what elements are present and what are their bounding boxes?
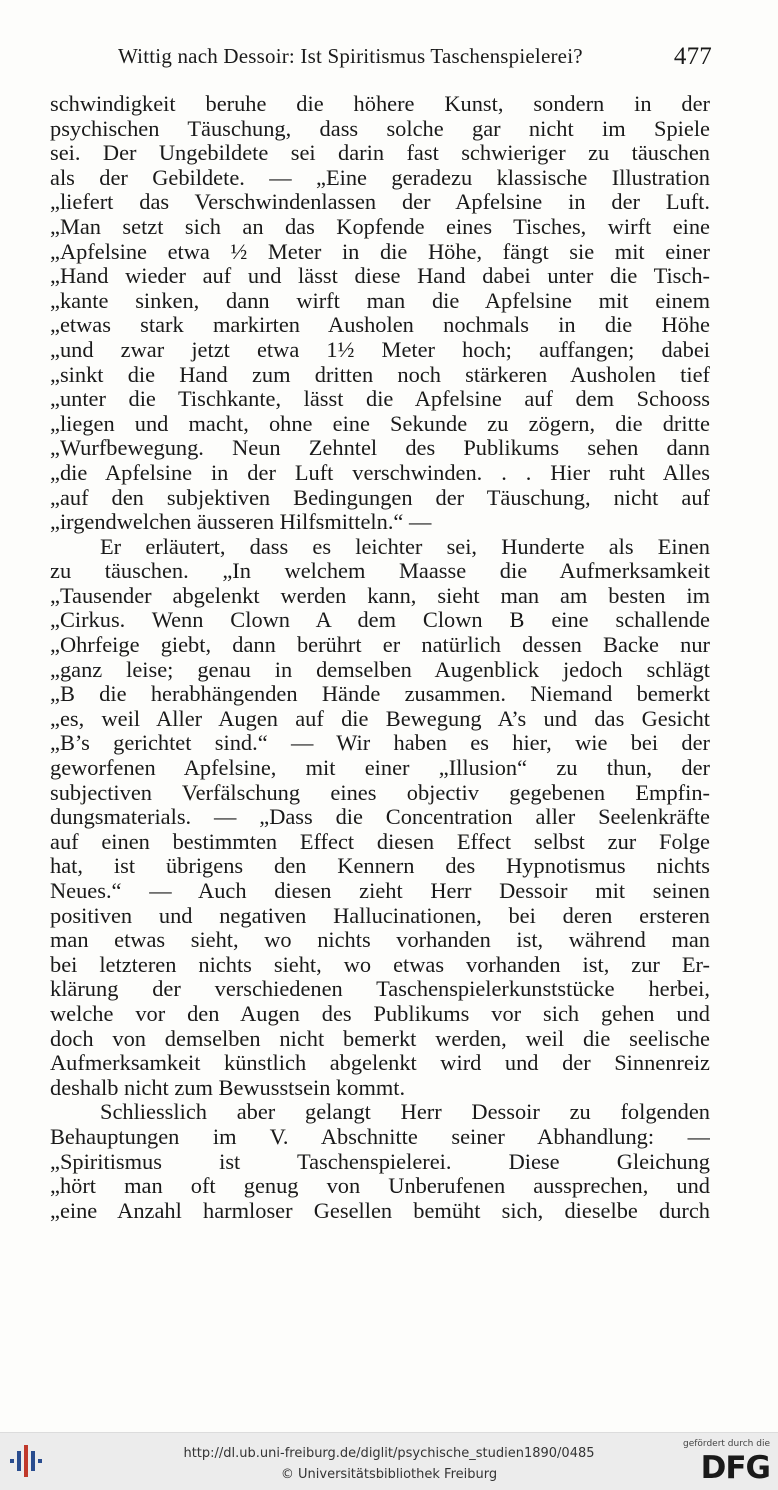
text-line: „Ohrfeige giebt, dann berührt er natürlich dessen Backe nur [50,633,710,658]
text-line: „Wurfbewegung. Neun Zehntel des Publikums sehen dann [50,436,710,461]
viewer-footer [0,1432,778,1490]
text-line: deshalb nicht zum Bewusstsein kommt. [50,1075,406,1100]
text-line: „liegen und macht, ohne eine Sekunde zu zögern, die dritte [50,411,710,436]
text-line: Neues.“ — Auch diesen zieht Herr Dessoir mit seinen [50,879,710,903]
text-line: „es, weil Aller Augen auf die Bewegung A’s und das Gesicht [50,706,710,731]
text-line: „Man setzt sich an das Kopfende eines Tisches, wirft eine [50,214,710,239]
running-head [118,44,712,74]
text-line: „Cirkus. Wenn Clown A dem Clown B eine schallende [50,608,710,633]
text-line: „die Apfelsine in der Luft verschwinden. . . Hier ruht Alles [50,460,710,485]
text-line: schwindigkeit beruhe die höhere Kunst, sondern in der [50,92,710,116]
permalink-url[interactable]: http://dl.ub.uni-freiburg.de/diglit/psychische_studien1890/0485 [183,1446,595,1461]
text-line: „sinkt die Hand zum dritten noch stärkeren Ausholen tief [50,362,710,387]
text-line: hat, ist übrigens den Kennern des Hypnotismus nichts [50,854,710,879]
text-line: „irgendwelchen äusseren Hilfsmitteln.“ — [50,510,432,535]
text-line: „Apfelsine etwa ½ Meter in die Höhe, fängt sie mit einer [50,239,710,264]
text-line: auf einen bestimmten Effect diesen Effect selbst zur Folge [50,829,710,854]
text-line: dungsmaterials. — „Dass die Concentration aller Seelenkräfte [50,805,710,830]
text-line: Schliesslich aber gelangt Herr Dessoir zu folgenden [100,1100,710,1125]
text-line: „B die herabhängenden Hände zusammen. Niemand bemerkt [50,682,710,707]
text-line: doch von demselben nicht bemerkt werden, weil die seelische [50,1026,710,1051]
text-line: zu täuschen. „In welchem Maasse die Aufmerksamkeit [50,559,710,584]
text-line: psychischen Täuschung, dass solche gar nicht im Spiele [50,116,710,141]
text-line: subjectiven Verfälschung eines objectiv gegebenen Empfin- [50,780,710,805]
text-line: „Spiritismus ist Taschenspielerei. Diese Gleichung [50,1149,710,1174]
text-line: „hört man oft genug von Unberufenen aussprechen, und [50,1174,710,1199]
copyright-notice: © Universitätsbibliothek Freiburg [280,1467,498,1482]
text-line: Aufmerksamkeit künstlich abgelenkt wird und der Sinnenreiz [50,1051,710,1076]
text-line: man etwas sieht, wo nichts vorhanden ist, während man [50,928,710,953]
text-line: „eine Anzahl harmloser Gesellen bemüht sich, dieselbe durch [50,1198,710,1223]
text-line: welche vor den Augen des Publikums vor sich gehen und [50,1001,710,1026]
text-line: „etwas stark markirten Ausholen nochmals in die Höhe [50,313,710,338]
text-line: „Hand wieder auf und lässt diese Hand dabei unter die Tisch- [50,264,710,289]
text-line: „Tausender abgelenkt werden kann, sieht man am besten im [50,583,710,608]
text-line: Er erläutert, dass es leichter sei, Hunderte als Einen [100,534,710,559]
dfg-funding-label: gefördert durch die [683,1439,770,1449]
text-line: „B’s gerichtet sind.“ — Wir haben es hier, wie bei der [50,731,710,756]
text-line: positiven und negativen Hallucinationen, bei deren ersteren [50,903,710,928]
text-line: „liefert das Verschwindenlassen der Apfelsine in der Luft. [50,190,710,215]
text-line: geworfenen Apfelsine, mit einer „Illusion“ zu thun, der [50,756,710,781]
body-text [50,92,710,1223]
dfg-wordmark: DFG [700,1450,770,1486]
text-line: „unter die Tischkante, lässt die Apfelsine auf dem Schooss [50,387,710,412]
text-line: „ganz leise; genau in demselben Augenblick jedoch schlägt [50,657,710,682]
page-number: 477 [673,43,712,70]
text-line: klärung der verschiedenen Taschenspielerkunststücke herbei, [50,977,710,1002]
text-line: „auf den subjektiven Bedingungen der Täuschung, nicht auf [50,485,710,510]
dfg-logo [683,1439,770,1486]
text-line: bei letzteren nichts sieht, wo etwas vorhanden ist, zur Er- [50,952,710,977]
text-line: als der Gebildete. — „Eine geradezu klassische Illustration [50,165,710,190]
text-line: sei. Der Ungebildete sei darin fast schwieriger zu täuschen [50,141,710,166]
text-line: „kante sinken, dann wirft man die Apfelsine mit einem [50,288,710,313]
text-line: „und zwar jetzt etwa 1½ Meter hoch; auffangen; dabei [50,337,710,362]
text-line: Behauptungen im V. Abschnitte seiner Abhandlung: — [50,1124,710,1149]
running-head-title: Wittig nach Dessoir: Ist Spiritismus Taschenspielerei? [118,44,583,68]
